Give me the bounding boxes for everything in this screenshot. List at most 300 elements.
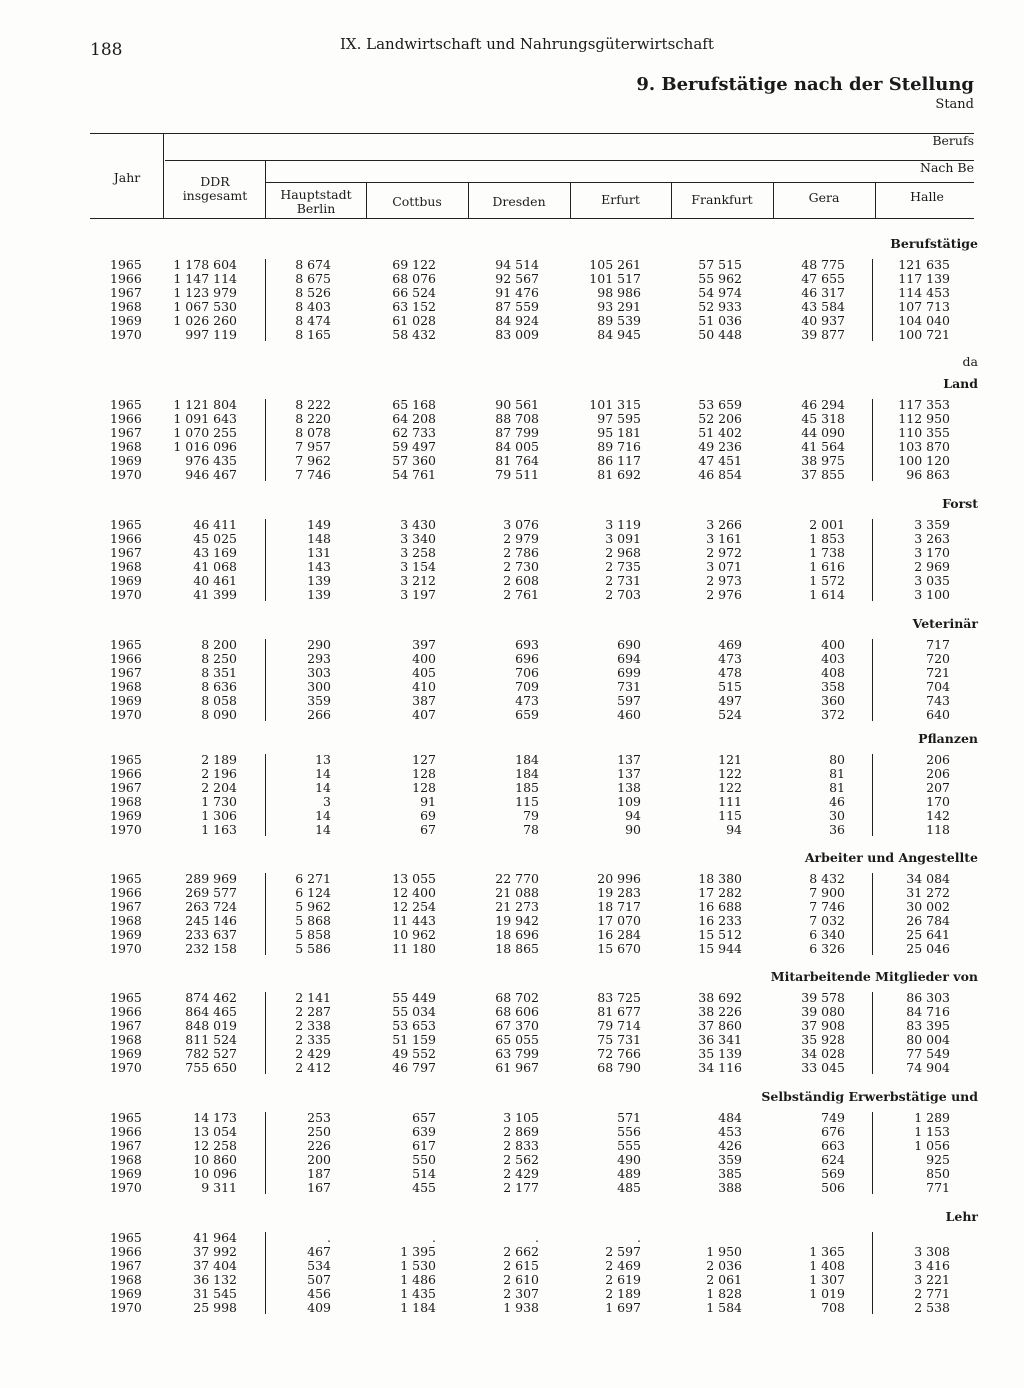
- cell-erfurt: 86 117: [597, 453, 641, 468]
- cell-frankfurt: 453: [718, 1124, 742, 1139]
- cell-dresden: 68 606: [495, 1004, 539, 1019]
- table-row: [0, 638, 1024, 652]
- year-cell: 1970: [110, 822, 142, 837]
- cell-dresden: 18 865: [495, 941, 539, 956]
- year-cell: 1970: [110, 941, 142, 956]
- cell-ddr: 864 465: [185, 1004, 237, 1019]
- table-row: [0, 1019, 1024, 1033]
- cell-dresden: 2 562: [503, 1152, 539, 1167]
- cell-frankfurt: 51 036: [698, 313, 742, 328]
- cell-dresden: 81 764: [495, 453, 539, 468]
- cell-berlin: 456: [307, 1286, 331, 1301]
- cell-cottbus: 657: [412, 1110, 436, 1125]
- table-row: [0, 1153, 1024, 1167]
- cell-frankfurt: 469: [718, 637, 742, 652]
- cell-ddr: 45 025: [193, 531, 237, 546]
- cell-dresden: 79: [523, 808, 539, 823]
- cell-ddr: 25 998: [193, 1300, 237, 1315]
- table-row: [0, 328, 1024, 342]
- cell-berlin: 6 271: [295, 871, 331, 886]
- section-label: Pflanzen: [918, 731, 978, 746]
- cell-cottbus: 1 530: [400, 1258, 436, 1273]
- header-rule-berufs: [165, 160, 974, 161]
- cell-gera: 48 775: [801, 257, 845, 272]
- cell-gera: 39 877: [801, 327, 845, 342]
- cell-ddr: 8 250: [201, 651, 237, 666]
- cell-erfurt: 75 731: [597, 1032, 641, 1047]
- table-row: [0, 272, 1024, 286]
- table-row: [0, 518, 1024, 532]
- cell-halle: 104 040: [898, 313, 950, 328]
- cell-cottbus: 12 400: [392, 885, 436, 900]
- cell-ddr: 782 527: [185, 1046, 237, 1061]
- year-cell: 1965: [110, 637, 142, 652]
- cell-frankfurt: 426: [718, 1138, 742, 1153]
- table-row: [0, 1231, 1024, 1245]
- table-row: [0, 781, 1024, 795]
- cell-cottbus: 91: [420, 794, 436, 809]
- cell-halle: 720: [926, 651, 950, 666]
- year-cell: 1967: [110, 1258, 142, 1273]
- cell-frankfurt: 38 226: [698, 1004, 742, 1019]
- cell-gera: 2 001: [809, 517, 845, 532]
- cell-halle: 112 950: [898, 411, 950, 426]
- cell-halle: 114 453: [898, 285, 950, 300]
- table-subtitle: Stand: [935, 97, 974, 112]
- cell-halle: 925: [926, 1152, 950, 1167]
- cell-berlin: 3: [323, 794, 331, 809]
- table-row: [0, 1033, 1024, 1047]
- col-header-cottbus: Cottbus: [392, 194, 442, 209]
- page-number: 188: [90, 40, 123, 60]
- cell-dresden: 2 730: [503, 559, 539, 574]
- cell-halle: 3 308: [914, 1244, 950, 1259]
- cell-frankfurt: 3 161: [706, 531, 742, 546]
- cell-erfurt: 2 735: [605, 559, 641, 574]
- cell-ddr: 10 860: [193, 1152, 237, 1167]
- cell-dresden: 92 567: [495, 271, 539, 286]
- cell-frankfurt: 122: [718, 780, 742, 795]
- cell-cottbus: 11 180: [392, 941, 436, 956]
- cell-frankfurt: 478: [718, 665, 742, 680]
- cell-erfurt: 597: [617, 693, 641, 708]
- cell-cottbus: 617: [412, 1138, 436, 1153]
- cell-cottbus: 68 076: [392, 271, 436, 286]
- year-cell: 1969: [110, 1046, 142, 1061]
- cell-gera: 41 564: [801, 439, 845, 454]
- section-label: Forst: [942, 496, 978, 511]
- cell-ddr: 848 019: [185, 1018, 237, 1033]
- cell-berlin: 8 220: [295, 411, 331, 426]
- cell-ddr: 41 068: [193, 559, 237, 574]
- cell-berlin: 8 675: [295, 271, 331, 286]
- cell-dresden: 65 055: [495, 1032, 539, 1047]
- cell-gera: 80: [829, 752, 845, 767]
- cell-ddr: 1 026 260: [173, 313, 237, 328]
- cell-dresden: 1 938: [503, 1300, 539, 1315]
- table-row: [0, 1125, 1024, 1139]
- cell-cottbus: 514: [412, 1166, 436, 1181]
- cell-berlin: 300: [307, 679, 331, 694]
- year-cell: 1965: [110, 1110, 142, 1125]
- cell-cottbus: 400: [412, 651, 436, 666]
- cell-halle: 26 784: [906, 913, 950, 928]
- cell-erfurt: 84 945: [597, 327, 641, 342]
- cell-gera: 676: [821, 1124, 845, 1139]
- cell-gera: 47 655: [801, 271, 845, 286]
- cell-dresden: 2 979: [503, 531, 539, 546]
- year-cell: 1969: [110, 313, 142, 328]
- year-cell: 1968: [110, 679, 142, 694]
- year-cell: 1969: [110, 1166, 142, 1181]
- header-divider: [875, 182, 876, 218]
- cell-erfurt: 556: [617, 1124, 641, 1139]
- cell-gera: 40 937: [801, 313, 845, 328]
- cell-cottbus: 405: [412, 665, 436, 680]
- cell-dresden: 659: [515, 707, 539, 722]
- cell-frankfurt: 53 659: [698, 397, 742, 412]
- cell-frankfurt: 515: [718, 679, 742, 694]
- cell-halle: 80 004: [906, 1032, 950, 1047]
- cell-dresden: 19 942: [495, 913, 539, 928]
- cell-ddr: 2 189: [201, 752, 237, 767]
- year-cell: 1967: [110, 1018, 142, 1033]
- cell-cottbus: 3 430: [400, 517, 436, 532]
- cell-gera: 1 853: [809, 531, 845, 546]
- cell-frankfurt: 2 973: [706, 573, 742, 588]
- cell-frankfurt: 37 860: [698, 1018, 742, 1033]
- cell-cottbus: 61 028: [392, 313, 436, 328]
- cell-dresden: 2 761: [503, 587, 539, 602]
- table-row: [0, 991, 1024, 1005]
- cell-berlin: 303: [307, 665, 331, 680]
- cell-gera: 624: [821, 1152, 845, 1167]
- cell-berlin: 148: [307, 531, 331, 546]
- cell-halle: 110 355: [898, 425, 950, 440]
- cell-dresden: 2 615: [503, 1258, 539, 1273]
- table-row: [0, 1167, 1024, 1181]
- table-row: [0, 900, 1024, 914]
- col-header-dresden: Dresden: [492, 194, 546, 209]
- year-cell: 1965: [110, 871, 142, 886]
- cell-frankfurt: 38 692: [698, 990, 742, 1005]
- cell-cottbus: 128: [412, 780, 436, 795]
- cell-dresden: 696: [515, 651, 539, 666]
- cell-cottbus: 54 761: [392, 467, 436, 482]
- cell-halle: 3 221: [914, 1272, 950, 1287]
- cell-erfurt: 16 284: [597, 927, 641, 942]
- cell-erfurt: 101 315: [589, 397, 641, 412]
- cell-erfurt: 3 091: [605, 531, 641, 546]
- cell-cottbus: 55 449: [392, 990, 436, 1005]
- cell-erfurt: 2 619: [605, 1272, 641, 1287]
- table-row: [0, 1245, 1024, 1259]
- year-cell: 1966: [110, 1244, 142, 1259]
- cell-cottbus: 65 168: [392, 397, 436, 412]
- cell-ddr: 8 351: [201, 665, 237, 680]
- year-cell: 1966: [110, 651, 142, 666]
- cell-frankfurt: 52 933: [698, 299, 742, 314]
- cell-ddr: 12 258: [193, 1138, 237, 1153]
- cell-ddr: 1 121 804: [173, 397, 237, 412]
- cell-gera: 1 614: [809, 587, 845, 602]
- table-row: [0, 694, 1024, 708]
- cell-gera: 44 090: [801, 425, 845, 440]
- cell-halle: 2 538: [914, 1300, 950, 1315]
- section-label: Berufstätige: [890, 236, 978, 251]
- chapter-title: IX. Landwirtschaft und Nahrungsgüterwirtschaft: [340, 35, 714, 53]
- cell-gera: 46: [829, 794, 845, 809]
- year-cell: 1970: [110, 707, 142, 722]
- year-cell: 1967: [110, 780, 142, 795]
- cell-halle: 704: [926, 679, 950, 694]
- cell-ddr: 1 163: [201, 822, 237, 837]
- cell-cottbus: 59 497: [392, 439, 436, 454]
- cell-halle: 850: [926, 1166, 950, 1181]
- cell-cottbus: 1 395: [400, 1244, 436, 1259]
- year-cell: 1967: [110, 545, 142, 560]
- cell-dresden: 91 476: [495, 285, 539, 300]
- cell-ddr: 46 411: [193, 517, 237, 532]
- cell-cottbus: 13 055: [392, 871, 436, 886]
- cell-frankfurt: 2 036: [706, 1258, 742, 1273]
- table-row: [0, 258, 1024, 272]
- header-rule-nach-be: [265, 182, 974, 183]
- cell-frankfurt: 111: [718, 794, 742, 809]
- cell-cottbus: 3 212: [400, 573, 436, 588]
- cell-dresden: 63 799: [495, 1046, 539, 1061]
- cell-cottbus: 410: [412, 679, 436, 694]
- header-divider: [570, 182, 571, 218]
- cell-berlin: 253: [307, 1110, 331, 1125]
- cell-ddr: 40 461: [193, 573, 237, 588]
- cell-halle: 743: [926, 693, 950, 708]
- cell-halle: 25 641: [906, 927, 950, 942]
- cell-erfurt: 137: [617, 752, 641, 767]
- cell-frankfurt: 1 950: [706, 1244, 742, 1259]
- cell-frankfurt: 524: [718, 707, 742, 722]
- cell-gera: 569: [821, 1166, 845, 1181]
- cell-frankfurt: 2 972: [706, 545, 742, 560]
- cell-cottbus: 387: [412, 693, 436, 708]
- cell-frankfurt: 57 515: [698, 257, 742, 272]
- col-header-gera: Gera: [808, 190, 840, 205]
- cell-dresden: 2 833: [503, 1138, 539, 1153]
- header-rule-top: [90, 133, 974, 134]
- cell-gera: 33 045: [801, 1060, 845, 1075]
- cell-halle: 107 713: [898, 299, 950, 314]
- cell-dresden: 184: [515, 752, 539, 767]
- cell-cottbus: 550: [412, 1152, 436, 1167]
- cell-berlin: 6 124: [295, 885, 331, 900]
- cell-frankfurt: 51 402: [698, 425, 742, 440]
- cell-erfurt: 93 291: [597, 299, 641, 314]
- cell-berlin: 467: [307, 1244, 331, 1259]
- cell-ddr: 1 091 643: [173, 411, 237, 426]
- cell-cottbus: 1 435: [400, 1286, 436, 1301]
- cell-halle: 2 771: [914, 1286, 950, 1301]
- cell-gera: 81: [829, 780, 845, 795]
- cell-berlin: 8 222: [295, 397, 331, 412]
- cell-berlin: 139: [307, 573, 331, 588]
- table-row: [0, 1181, 1024, 1195]
- cell-dresden: 84 005: [495, 439, 539, 454]
- cell-erfurt: 83 725: [597, 990, 641, 1005]
- cell-ddr: 41 964: [193, 1230, 237, 1245]
- header-divider: [366, 182, 367, 218]
- cell-erfurt: 571: [617, 1110, 641, 1125]
- cell-halle: 771: [926, 1180, 950, 1195]
- year-cell: 1970: [110, 1180, 142, 1195]
- cell-dresden: 2 662: [503, 1244, 539, 1259]
- cell-berlin: 5 868: [295, 913, 331, 928]
- year-cell: 1967: [110, 899, 142, 914]
- year-cell: 1970: [110, 467, 142, 482]
- table-row: [0, 314, 1024, 328]
- col-header-erfurt: Erfurt: [601, 192, 640, 207]
- year-cell: 1970: [110, 327, 142, 342]
- table-row: [0, 1287, 1024, 1301]
- cell-gera: 403: [821, 651, 845, 666]
- cell-dresden: 709: [515, 679, 539, 694]
- cell-berlin: 14: [315, 822, 331, 837]
- cell-erfurt: 137: [617, 766, 641, 781]
- cell-dresden: 83 009: [495, 327, 539, 342]
- cell-halle: 100 721: [898, 327, 950, 342]
- cell-dresden: 84 924: [495, 313, 539, 328]
- cell-frankfurt: 3 266: [706, 517, 742, 532]
- cell-dresden: .: [535, 1230, 539, 1245]
- table-row: [0, 809, 1024, 823]
- cell-erfurt: 490: [617, 1152, 641, 1167]
- table-row: [0, 300, 1024, 314]
- cell-cottbus: 3 154: [400, 559, 436, 574]
- cell-gera: 708: [821, 1300, 845, 1315]
- cell-ddr: 232 158: [185, 941, 237, 956]
- cell-halle: 117 139: [898, 271, 950, 286]
- cell-dresden: 21 273: [495, 899, 539, 914]
- cell-frankfurt: 54 974: [698, 285, 742, 300]
- cell-cottbus: 455: [412, 1180, 436, 1195]
- header-divider: [671, 182, 672, 218]
- cell-ddr: 31 545: [193, 1286, 237, 1301]
- year-cell: 1966: [110, 1004, 142, 1019]
- cell-frankfurt: 17 282: [698, 885, 742, 900]
- cell-erfurt: 105 261: [589, 257, 641, 272]
- year-cell: 1969: [110, 1286, 142, 1301]
- cell-dresden: 79 511: [495, 467, 539, 482]
- cell-cottbus: 128: [412, 766, 436, 781]
- cell-ddr: 1 123 979: [173, 285, 237, 300]
- cell-dresden: 68 702: [495, 990, 539, 1005]
- cell-ddr: 1 067 530: [173, 299, 237, 314]
- cell-frankfurt: 121: [718, 752, 742, 767]
- section-label-prefix: da: [962, 354, 978, 369]
- cell-halle: 25 046: [906, 941, 950, 956]
- cell-ddr: 41 399: [193, 587, 237, 602]
- cell-erfurt: 18 717: [597, 899, 641, 914]
- year-cell: 1965: [110, 397, 142, 412]
- table-row: [0, 1259, 1024, 1273]
- cell-frankfurt: 49 236: [698, 439, 742, 454]
- cell-dresden: 61 967: [495, 1060, 539, 1075]
- table-row: [0, 532, 1024, 546]
- cell-halle: 721: [926, 665, 950, 680]
- year-cell: 1968: [110, 559, 142, 574]
- cell-halle: 170: [926, 794, 950, 809]
- cell-gera: 37 908: [801, 1018, 845, 1033]
- cell-frankfurt: 484: [718, 1110, 742, 1125]
- cell-erfurt: .: [637, 1230, 641, 1245]
- cell-berlin: 409: [307, 1300, 331, 1315]
- table-row: [0, 440, 1024, 454]
- cell-frankfurt: 47 451: [698, 453, 742, 468]
- cell-ddr: 1 147 114: [173, 271, 237, 286]
- cell-ddr: 37 404: [193, 1258, 237, 1273]
- cell-dresden: 67 370: [495, 1018, 539, 1033]
- cell-erfurt: 485: [617, 1180, 641, 1195]
- cell-frankfurt: 122: [718, 766, 742, 781]
- cell-berlin: 2 338: [295, 1018, 331, 1033]
- cell-ddr: 976 435: [185, 453, 237, 468]
- cell-gera: 36: [829, 822, 845, 837]
- cell-gera: 43 584: [801, 299, 845, 314]
- year-cell: 1966: [110, 531, 142, 546]
- year-cell: 1968: [110, 1032, 142, 1047]
- cell-ddr: 1 016 096: [173, 439, 237, 454]
- cell-gera: 360: [821, 693, 845, 708]
- col-header-berlin: Hauptstadt Berlin: [280, 187, 352, 216]
- cell-cottbus: 10 962: [392, 927, 436, 942]
- cell-berlin: 200: [307, 1152, 331, 1167]
- cell-gera: 1 365: [809, 1244, 845, 1259]
- cell-berlin: 13: [315, 752, 331, 767]
- cell-berlin: 8 526: [295, 285, 331, 300]
- cell-erfurt: 79 714: [597, 1018, 641, 1033]
- cell-ddr: 755 650: [185, 1060, 237, 1075]
- cell-halle: 206: [926, 766, 950, 781]
- year-cell: 1967: [110, 425, 142, 440]
- year-cell: 1969: [110, 808, 142, 823]
- cell-berlin: 139: [307, 587, 331, 602]
- cell-berlin: 8 674: [295, 257, 331, 272]
- cell-dresden: 2 786: [503, 545, 539, 560]
- table-row: [0, 1047, 1024, 1061]
- cell-berlin: 187: [307, 1166, 331, 1181]
- cell-erfurt: 15 670: [597, 941, 641, 956]
- cell-dresden: 184: [515, 766, 539, 781]
- cell-frankfurt: 94: [726, 822, 742, 837]
- cell-halle: 74 904: [906, 1060, 950, 1075]
- table-row: [0, 1005, 1024, 1019]
- cell-berlin: .: [327, 1230, 331, 1245]
- table-row: [0, 588, 1024, 602]
- cell-dresden: 115: [515, 794, 539, 809]
- cell-halle: 30 002: [906, 899, 950, 914]
- cell-ddr: 43 169: [193, 545, 237, 560]
- cell-erfurt: 98 986: [597, 285, 641, 300]
- year-cell: 1966: [110, 271, 142, 286]
- cell-dresden: 2 610: [503, 1272, 539, 1287]
- cell-berlin: 7 957: [295, 439, 331, 454]
- year-cell: 1968: [110, 1272, 142, 1287]
- cell-dresden: 185: [515, 780, 539, 795]
- cell-erfurt: 555: [617, 1138, 641, 1153]
- cell-gera: 38 975: [801, 453, 845, 468]
- cell-erfurt: 89 539: [597, 313, 641, 328]
- year-cell: 1969: [110, 573, 142, 588]
- cell-dresden: 87 559: [495, 299, 539, 314]
